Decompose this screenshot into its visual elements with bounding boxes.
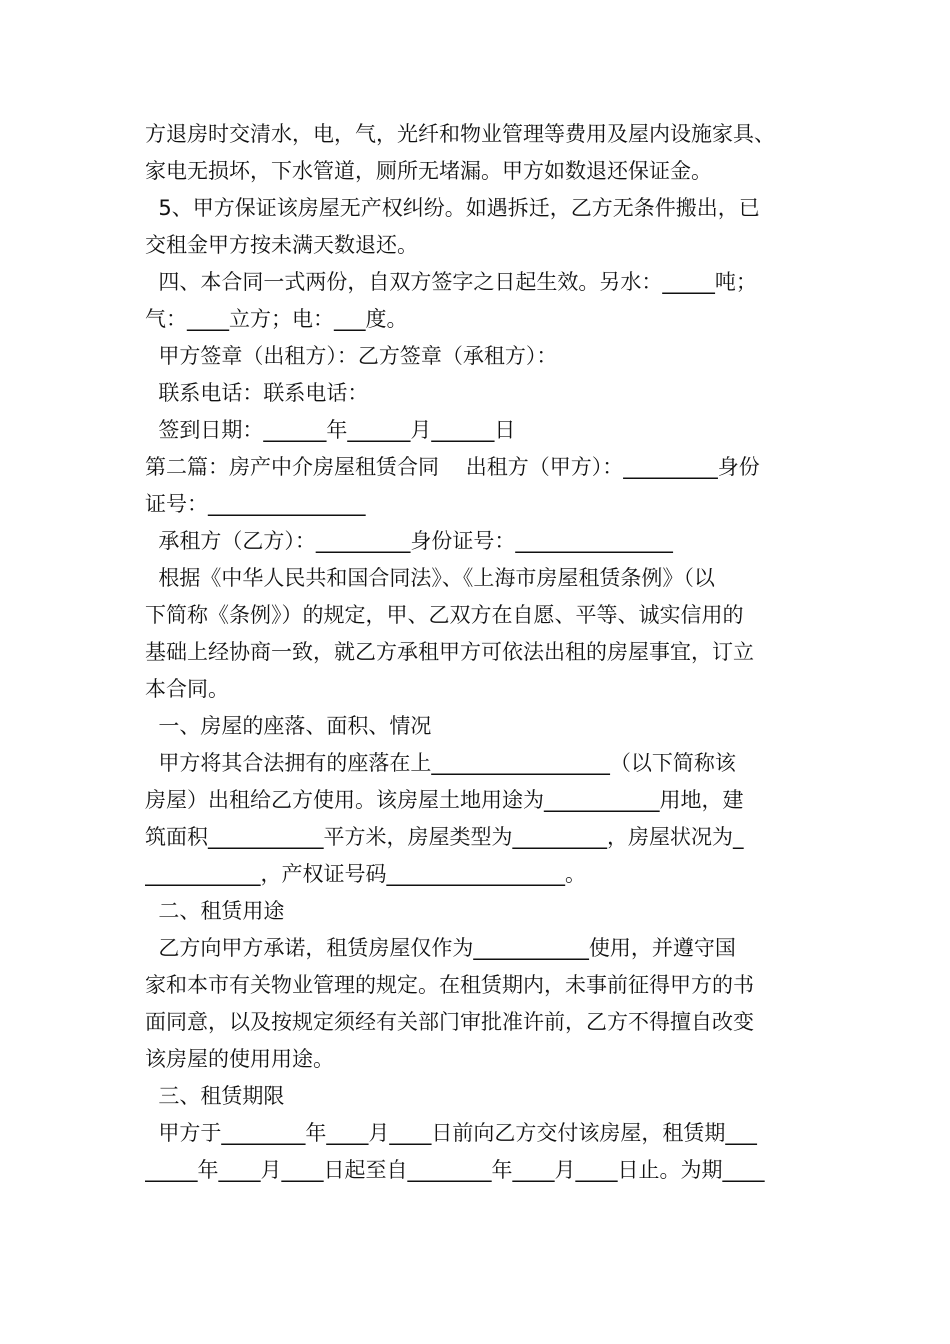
text-line: 下简称《条例》）的规定，甲、乙双方在自愿、平等、诚实信用的 [145, 603, 744, 627]
text-line: 甲方于________年____月____日前向乙方交付该房屋，租赁期___ [145, 1121, 757, 1145]
clause-heading: 一、房屋的座落、面积、情况 [145, 714, 432, 738]
text-line: 本合同。 [145, 677, 229, 701]
text-line: 家和本市有关物业管理的规定。在租赁期内，未事前征得甲方的书 [145, 973, 754, 997]
text-line: 四、本合同一式两份，自双方签字之日起生效。另水：_____吨； [145, 270, 757, 294]
text-line: 证号：_______________ [145, 492, 366, 516]
text-line: 甲方将其合法拥有的座落在上_________________（以下简称该 [145, 751, 736, 775]
clause-heading: 三、租赁期限 [145, 1084, 285, 1108]
text-line: 根据《中华人民共和国合同法》、《上海市房屋租赁条例》（以 [145, 566, 715, 590]
text-line: 基础上经协商一致，就乙方承租甲方可依法出租的房屋事宜，订立 [145, 640, 754, 664]
text-line: 签到日期：______年______月______日 [145, 418, 516, 442]
text-line: 房屋）出租给乙方使用。该房屋土地用途为___________用地，建 [145, 788, 744, 812]
text-line: ___________，产权证号码_________________。 [145, 862, 586, 886]
section-heading: 第二篇：房产中介房屋租赁合同 出租方（甲方）：_________身份 [145, 455, 760, 479]
clause-heading: 二、租赁用途 [145, 899, 285, 923]
text-line: 家电无损坏，下水管道，厕所无堵漏。甲方如数退还保证金。 [145, 159, 712, 183]
text-line: 联系电话：联系电话： [145, 381, 369, 405]
text-line: 甲方签章（出租方）：乙方签章（承租方）： [145, 344, 558, 368]
document-body [145, 116, 825, 1189]
text-line: 乙方向甲方承诺，租赁房屋仅作为___________使用，并遵守国 [145, 936, 736, 960]
text-line: 气：____立方；电：___度。 [145, 307, 408, 331]
text-line: 5、甲方保证该房屋无产权纠纷。如遇拆迁，乙方无条件搬出，已 [145, 196, 760, 220]
text-line: 该房屋的使用用途。 [145, 1047, 334, 1071]
text-line: 承租方（乙方）：_________身份证号：_______________ [145, 529, 673, 553]
text-line: 交租金甲方按未满天数退还。 [145, 233, 418, 257]
text-line: 面同意，以及按规定须经有关部门审批准许前，乙方不得擅自改变 [145, 1010, 754, 1034]
text-line: _____年____月____日起至自________年____月____日止。为期____ [145, 1158, 765, 1182]
text-line: 方退房时交清水，电，气，光纤和物业管理等费用及屋内设施家具、 [145, 122, 775, 146]
text-line: 筑面积___________平方米，房屋类型为_________，房屋状况为_ [145, 825, 744, 849]
